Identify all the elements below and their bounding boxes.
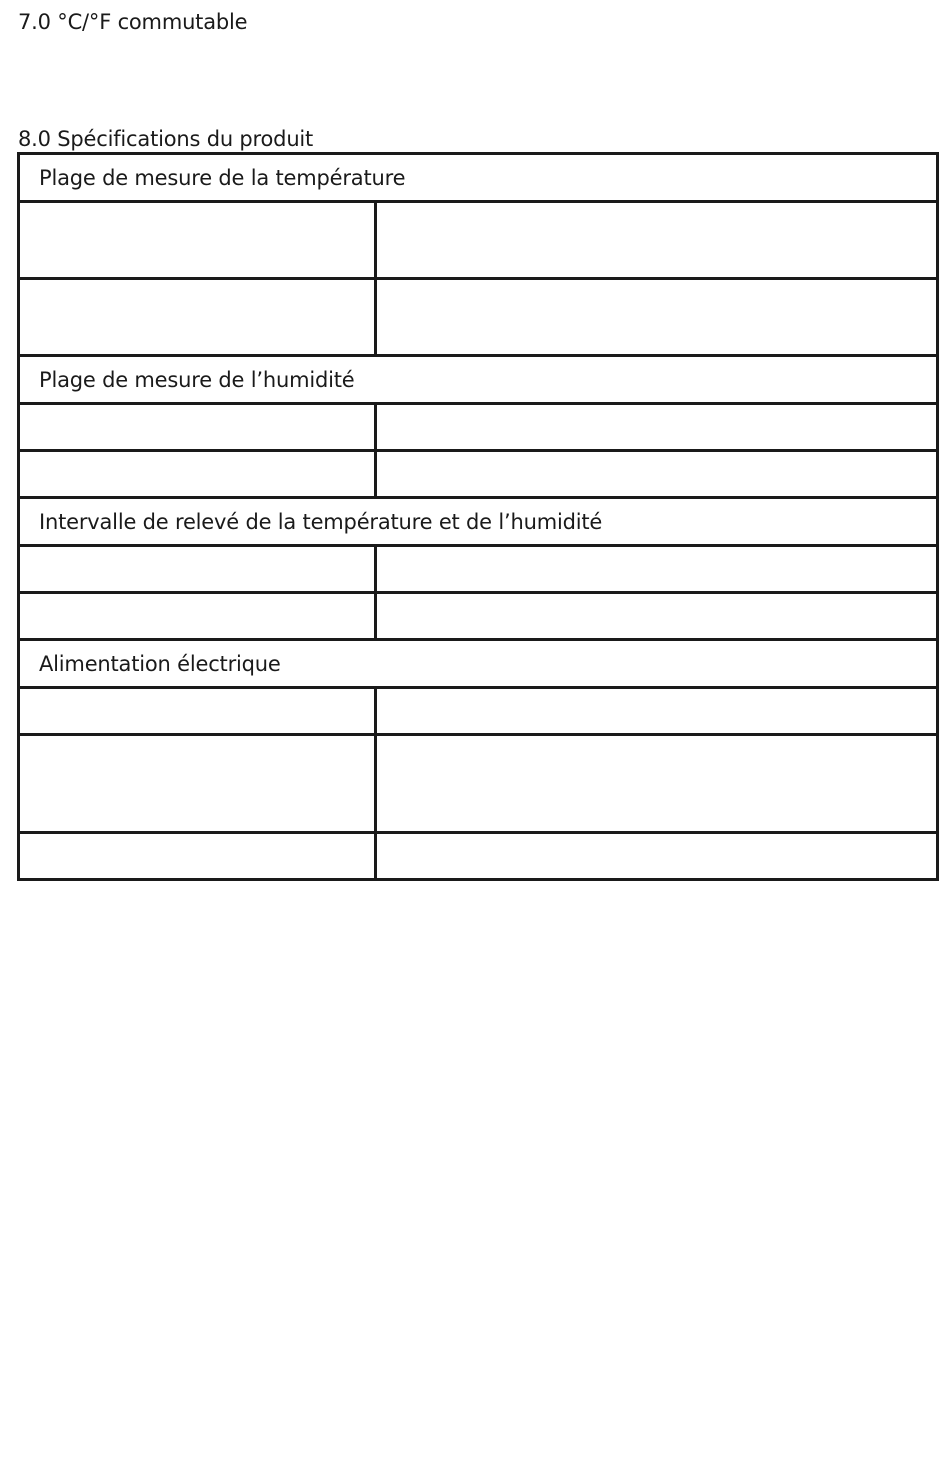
table-cell-value bbox=[376, 202, 938, 279]
table-row bbox=[19, 735, 938, 833]
table-cell-value bbox=[376, 546, 938, 593]
table-row bbox=[19, 546, 938, 593]
reading-interval-header: Intervalle de relevé de la température et de l’humidité bbox=[19, 498, 938, 546]
section-7-heading: 7.0 °C/°F commutable bbox=[18, 10, 248, 34]
table-row bbox=[19, 202, 938, 279]
section-8-heading: 8.0 Spécifications du produit bbox=[18, 127, 314, 151]
table-cell-value bbox=[376, 735, 938, 833]
table-cell-value bbox=[376, 593, 938, 640]
table-cell-label bbox=[19, 202, 376, 279]
power-supply-header: Alimentation électrique bbox=[19, 640, 938, 688]
table-cell-label bbox=[19, 451, 376, 498]
table-cell-value bbox=[376, 833, 938, 880]
table-section-row bbox=[19, 640, 938, 688]
table-cell-label bbox=[19, 735, 376, 833]
humidity-range-header: Plage de mesure de l’humidité bbox=[19, 356, 938, 404]
table-row bbox=[19, 404, 938, 451]
table-cell-label bbox=[19, 279, 376, 356]
table-cell-label bbox=[19, 833, 376, 880]
table-cell-label bbox=[19, 593, 376, 640]
table-cell-label bbox=[19, 404, 376, 451]
temperature-range-header: Plage de mesure de la température bbox=[19, 154, 938, 202]
table-cell-label bbox=[19, 688, 376, 735]
table-row bbox=[19, 593, 938, 640]
table-row bbox=[19, 279, 938, 356]
product-specifications-table bbox=[17, 152, 939, 881]
table-cell-value bbox=[376, 279, 938, 356]
table-section-row bbox=[19, 154, 938, 202]
table-section-row bbox=[19, 356, 938, 404]
table-row bbox=[19, 688, 938, 735]
table-row bbox=[19, 451, 938, 498]
table-cell-label bbox=[19, 546, 376, 593]
table-cell-value bbox=[376, 404, 938, 451]
table-cell-value bbox=[376, 688, 938, 735]
table-section-row bbox=[19, 498, 938, 546]
table-cell-value bbox=[376, 451, 938, 498]
table-row bbox=[19, 833, 938, 880]
